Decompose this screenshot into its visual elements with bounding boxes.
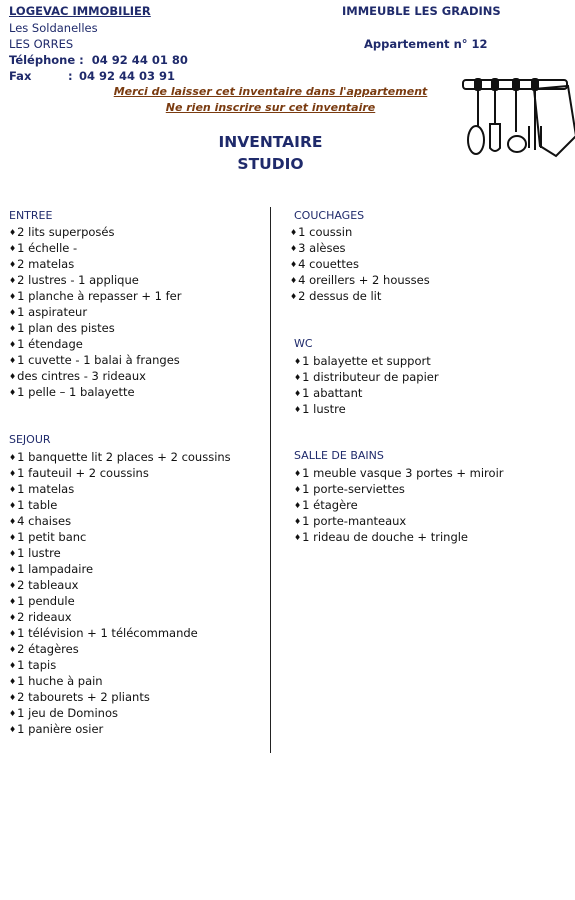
column-divider <box>270 207 271 753</box>
list-item: ♦ 2 tableaux <box>9 577 231 593</box>
list-item: ♦ 1 lustre <box>9 545 231 561</box>
list-entree <box>9 224 181 400</box>
fax-number: 04 92 44 03 91 <box>79 69 176 83</box>
section-heading-salle-de-bains: SALLE DE BAINS <box>294 449 384 462</box>
section-heading-entree: ENTREE <box>9 209 53 222</box>
list-sejour <box>9 449 231 737</box>
list-item: ♦ 2 rideaux <box>9 609 231 625</box>
list-item: ♦ des cintres - 3 rideaux <box>9 368 181 384</box>
list-item: ♦ 1 huche à pain <box>9 673 231 689</box>
list-item: ♦ 1 échelle - <box>9 240 181 256</box>
document-subtitle: STUDIO <box>237 155 304 173</box>
list-item: ♦ 4 chaises <box>9 513 231 529</box>
list-item: ♦ 1 cuvette - 1 balai à franges <box>9 352 181 368</box>
list-item: ♦ 1 étagère <box>294 497 504 513</box>
list-item: ♦ 4 couettes <box>290 256 430 272</box>
list-item: ♦ 1 distributeur de papier <box>294 369 439 385</box>
list-item: ♦ 1 pelle – 1 balayette <box>9 384 181 400</box>
list-wc <box>294 353 439 417</box>
fax-label: Fax <box>9 69 32 83</box>
town-name: LES ORRES <box>9 37 74 51</box>
residence-name: Les Soldanelles <box>9 21 98 35</box>
list-item: ♦ 4 oreillers + 2 housses <box>290 272 430 288</box>
list-item: ♦ 1 tapis <box>9 657 231 673</box>
phone-number: 04 92 44 01 80 <box>91 53 188 67</box>
list-item: ♦ 1 fauteuil + 2 coussins <box>9 465 231 481</box>
list-item: ♦ 1 aspirateur <box>9 304 181 320</box>
list-item: ♦ 1 porte-manteaux <box>294 513 504 529</box>
phone-label: Téléphone : <box>9 53 84 67</box>
list-item: ♦ 2 tabourets + 2 pliants <box>9 689 231 705</box>
list-item: ♦ 1 planche à repasser + 1 fer <box>9 288 181 304</box>
list-item: ♦ 1 pendule <box>9 593 231 609</box>
list-item: ♦ 1 rideau de douche + tringle <box>294 529 504 545</box>
phone-line <box>9 53 188 67</box>
list-item: ♦ 1 abattant <box>294 385 439 401</box>
fax-separator: : <box>68 69 73 83</box>
section-heading-wc: WC <box>294 337 313 350</box>
building-name: IMMEUBLE LES GRADINS <box>342 4 501 18</box>
list-item: ♦ 1 lustre <box>294 401 439 417</box>
list-item: ♦ 1 lampadaire <box>9 561 231 577</box>
list-item: ♦ 1 coussin <box>290 224 430 240</box>
fax-line <box>9 69 176 83</box>
list-item: ♦ 1 panière osier <box>9 721 231 737</box>
apartment-number: Appartement n° 12 <box>364 37 488 51</box>
list-item: ♦ 1 télévision + 1 télécommande <box>9 625 231 641</box>
list-item: ♦ 2 étagères <box>9 641 231 657</box>
list-item: ♦ 2 lits superposés <box>9 224 181 240</box>
list-item: ♦ 3 alèses <box>290 240 430 256</box>
list-item: ♦ 2 lustres - 1 applique <box>9 272 181 288</box>
section-heading-sejour: SEJOUR <box>9 433 51 446</box>
document-title: INVENTAIRE <box>218 133 323 151</box>
list-item: ♦ 1 table <box>9 497 231 513</box>
list-item: ♦ 1 plan des pistes <box>9 320 181 336</box>
list-salle-de-bains <box>294 465 504 545</box>
list-item: ♦ 2 matelas <box>9 256 181 272</box>
notice-do-not-write: Ne rien inscrire sur cet inventaire <box>165 101 376 114</box>
list-item: ♦ 1 étendage <box>9 336 181 352</box>
agency-name: LOGEVAC IMMOBILIER <box>9 4 151 18</box>
list-item: ♦ 1 meuble vasque 3 portes + miroir <box>294 465 504 481</box>
list-item: ♦ 1 balayette et support <box>294 353 439 369</box>
list-item: ♦ 1 porte-serviettes <box>294 481 504 497</box>
notice-keep-inventory: Merci de laisser cet inventaire dans l'appartement <box>113 85 428 98</box>
list-item: ♦ 1 jeu de Dominos <box>9 705 231 721</box>
section-heading-couchages: COUCHAGES <box>294 209 365 222</box>
list-item: ♦ 1 matelas <box>9 481 231 497</box>
list-item: ♦ 1 banquette lit 2 places + 2 coussins <box>9 449 231 465</box>
list-item: ♦ 1 petit banc <box>9 529 231 545</box>
list-couchages <box>290 224 430 304</box>
list-item: ♦ 2 dessus de lit <box>290 288 430 304</box>
